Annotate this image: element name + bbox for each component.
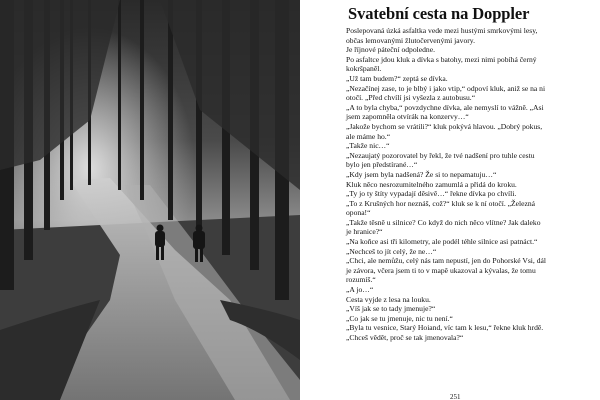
text-line: Cesta vyjde z lesa na louku. xyxy=(346,294,431,304)
text-line: „Na koňce asi tři kilometry, ale podél téhle silnice asi patnáct.“ xyxy=(346,237,538,247)
text-line: opona!“ xyxy=(346,208,371,218)
book-page xyxy=(300,0,600,400)
text-line: „A to byla chyba,“ povzdychne dívka, ale nemyslí to vážně. „Asi xyxy=(346,102,544,112)
text-line: „Kdy jsem byla nadšená? Že si to nepamatuju…“ xyxy=(346,169,497,179)
text-line: „Nezačínej zase, to je blbý i jako vtip,“ odpoví kluk, aniž se na ni xyxy=(346,83,546,93)
text-line: „A jo…“ xyxy=(346,285,374,295)
text-line: „Už tam budem?“ zeptá se dívka. xyxy=(346,73,448,83)
text-line: „Víš jak se to tady jmenuje?“ xyxy=(346,304,436,314)
text-line: rozumíš.“ xyxy=(346,275,376,285)
text-line: Kluk něco nesrozumitelného zamumlá a přidá do kroku. xyxy=(346,179,517,189)
text-line: „Nezaujatý pozorovatel by řekl, že tvé nadšení pro tuhle cestu xyxy=(346,150,535,160)
text-line: „Chci, ale nemůžu, celý nás tam nepustí, jen do Pohorské Vsi, dál xyxy=(346,256,546,266)
text-line: „Jakože bychom se vrátili?“ kluk pokývá hlavou. „Dobrý pokus, xyxy=(346,121,543,131)
text-line: kokršpaněl. xyxy=(346,64,382,74)
text-line: občas lemovanými žlutočervenými javory. xyxy=(346,35,475,45)
text-line: je hranice?“ xyxy=(346,227,383,237)
text-line: „Nechceš to jít celý, že ne…“ xyxy=(346,246,437,256)
text-line: ale máme ho.“ xyxy=(346,131,391,141)
chapter-body xyxy=(346,26,599,343)
text-line: „Byla tu vesnice, Starý Hoiand, víc tam k lesu,“ řekne kluk hrdě. xyxy=(346,323,544,333)
text-line: „Chceš vědět, proč se tak jmenovala?“ xyxy=(346,333,464,342)
text-line: otočí. „Před chvílí jsi vyšezla z autobusu.“ xyxy=(346,93,476,103)
chapter-title: Svatební cesta na Doppler xyxy=(348,4,530,23)
page-number: 251 xyxy=(450,393,461,400)
text-line: „Ty jo ty štíty vypadají děsivě…“ řekne dívka po chvíli. xyxy=(346,189,517,199)
text-line: „Takže těsně u silnice? Co když do nich něco vlítne? Jak daleko xyxy=(346,217,541,227)
text-line: je závora, včera jsem ti to v mapě ukazoval a kývalas, že tomu xyxy=(346,265,536,275)
text-line: „Takže nic…“ xyxy=(346,141,390,151)
text-line: Je říjnové páteční odpoledne. xyxy=(346,45,435,55)
text-line: Poslepovaná úzká asfaltka vede mezi hustými smrkovými lesy, xyxy=(346,26,538,35)
text-line: bylo jen předstírané…“ xyxy=(346,160,418,170)
text-line: jsem zapomněla otvírák na konzervy…“ xyxy=(346,112,469,122)
text-line: „To z Krušných hor neznáš, což?“ kluk se k ní otočí. „Železná xyxy=(346,198,536,208)
text-line: Po asfaltce jdou kluk a dívka s batohy, mezi nimi pobíhá černý xyxy=(346,54,537,64)
text-line: „Co jak se tu jmenuje, nic tu není.“ xyxy=(346,313,453,323)
